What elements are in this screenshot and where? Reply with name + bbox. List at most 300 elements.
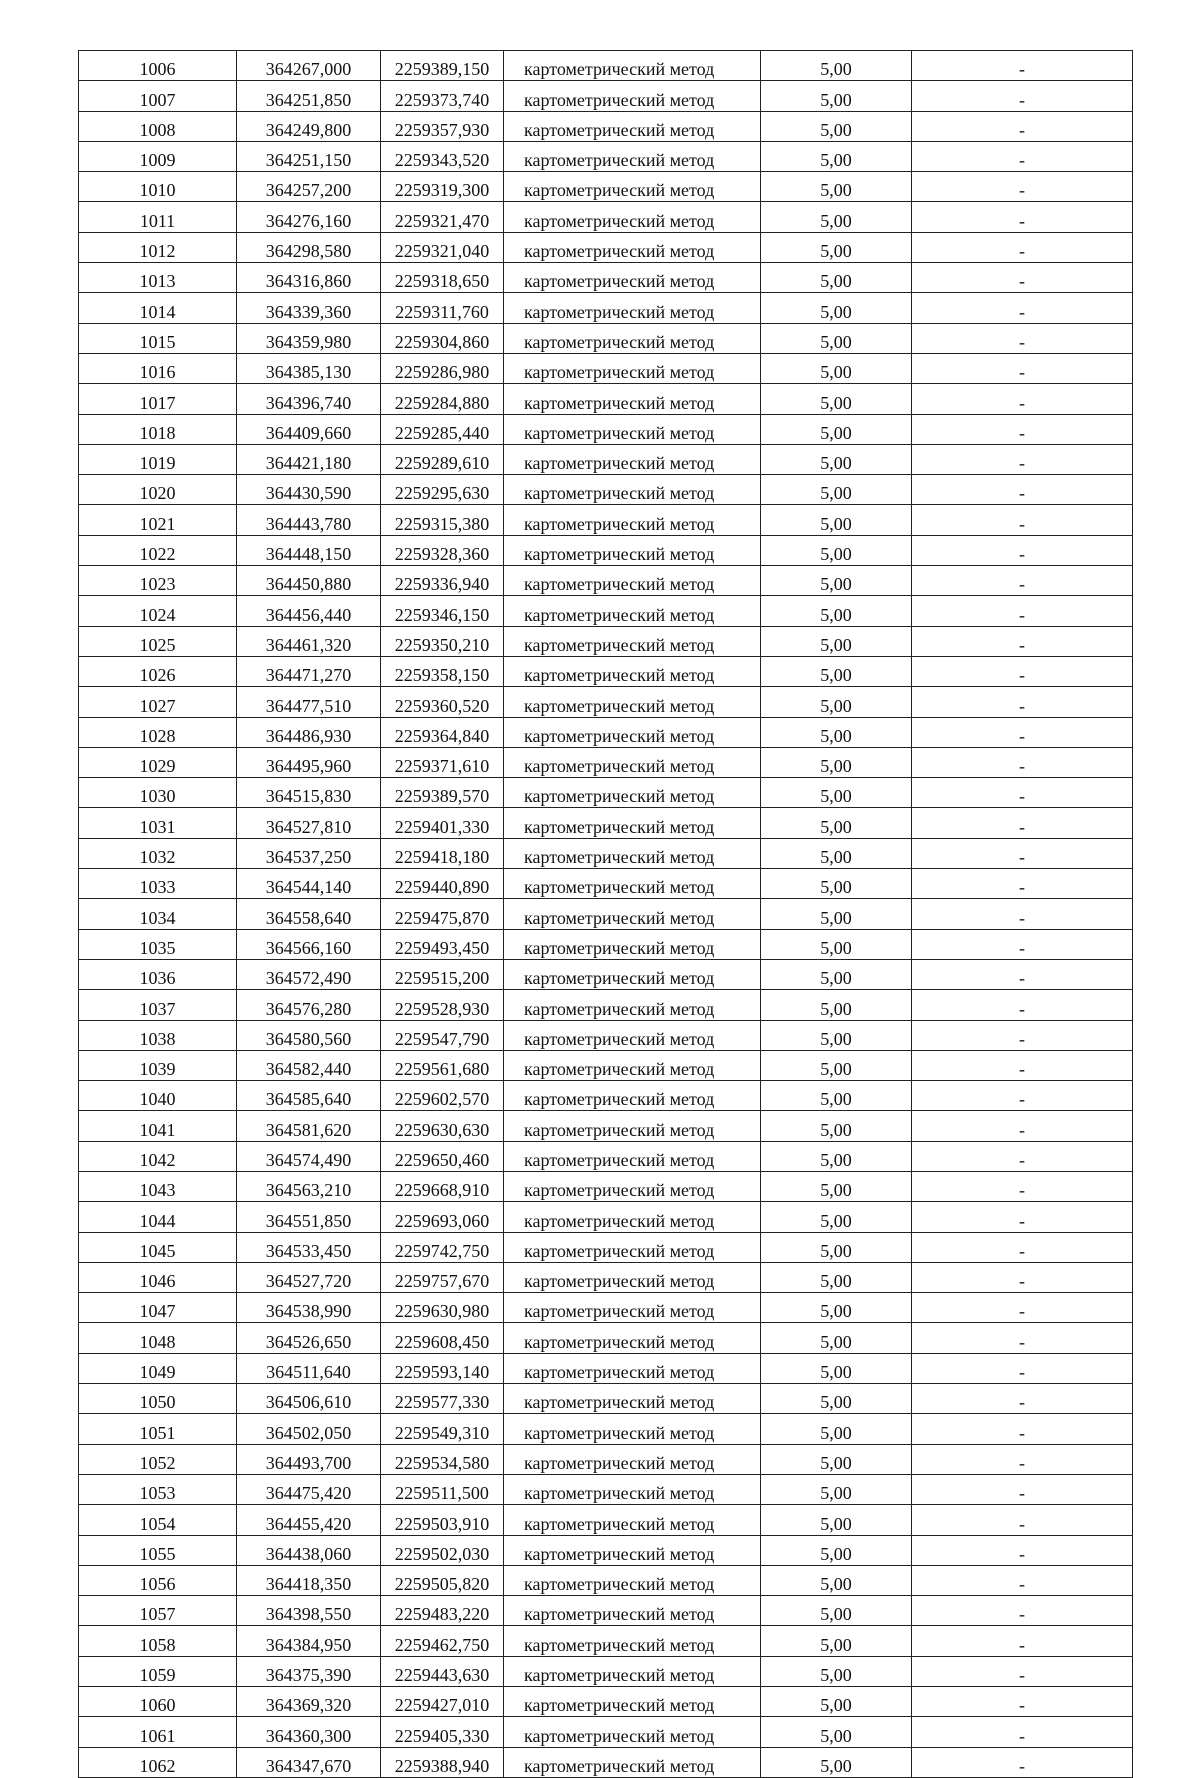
table-row xyxy=(79,1626,1133,1656)
cell-description: - xyxy=(912,1535,1133,1565)
cell-point-number: 1008 xyxy=(79,111,237,141)
cell-method: картометрический метод xyxy=(504,899,761,929)
table-row xyxy=(79,1262,1133,1292)
cell-coord-y: 2259503,910 xyxy=(381,1505,504,1535)
cell-coord-y: 2259608,450 xyxy=(381,1323,504,1353)
cell-method: картометрический метод xyxy=(504,1050,761,1080)
cell-accuracy: 5,00 xyxy=(761,293,912,323)
cell-coord-x: 364267,000 xyxy=(237,51,381,81)
cell-coord-x: 364375,390 xyxy=(237,1656,381,1686)
cell-point-number: 1009 xyxy=(79,141,237,171)
cell-coord-y: 2259427,010 xyxy=(381,1687,504,1717)
cell-point-number: 1030 xyxy=(79,778,237,808)
cell-accuracy: 5,00 xyxy=(761,1444,912,1474)
cell-method: картометрический метод xyxy=(504,505,761,535)
cell-method: картометрический метод xyxy=(504,1747,761,1777)
cell-point-number: 1017 xyxy=(79,384,237,414)
cell-coord-y: 2259630,630 xyxy=(381,1111,504,1141)
cell-coord-y: 2259668,910 xyxy=(381,1171,504,1201)
cell-method: картометрический метод xyxy=(504,475,761,505)
cell-accuracy: 5,00 xyxy=(761,1050,912,1080)
cell-coord-y: 2259630,980 xyxy=(381,1293,504,1323)
cell-point-number: 1020 xyxy=(79,475,237,505)
cell-description: - xyxy=(912,1505,1133,1535)
cell-coord-x: 364438,060 xyxy=(237,1535,381,1565)
cell-description: - xyxy=(912,1444,1133,1474)
table-row xyxy=(79,1081,1133,1111)
cell-coord-y: 2259401,330 xyxy=(381,808,504,838)
cell-point-number: 1061 xyxy=(79,1717,237,1747)
cell-coord-x: 364477,510 xyxy=(237,687,381,717)
cell-point-number: 1035 xyxy=(79,929,237,959)
table-row xyxy=(79,172,1133,202)
table-row xyxy=(79,1596,1133,1626)
table-row xyxy=(79,111,1133,141)
table-row xyxy=(79,384,1133,414)
cell-coord-y: 2259757,670 xyxy=(381,1262,504,1292)
cell-accuracy: 5,00 xyxy=(761,687,912,717)
cell-coord-x: 364385,130 xyxy=(237,353,381,383)
table-row xyxy=(79,1323,1133,1353)
table-row xyxy=(79,959,1133,989)
cell-description: - xyxy=(912,141,1133,171)
table-row xyxy=(79,808,1133,838)
cell-coord-x: 364581,620 xyxy=(237,1111,381,1141)
cell-accuracy: 5,00 xyxy=(761,1111,912,1141)
cell-point-number: 1055 xyxy=(79,1535,237,1565)
cell-accuracy: 5,00 xyxy=(761,172,912,202)
cell-coord-y: 2259328,360 xyxy=(381,535,504,565)
cell-description: - xyxy=(912,596,1133,626)
cell-accuracy: 5,00 xyxy=(761,808,912,838)
cell-method: картометрический метод xyxy=(504,778,761,808)
cell-method: картометрический метод xyxy=(504,1262,761,1292)
cell-point-number: 1015 xyxy=(79,323,237,353)
cell-description: - xyxy=(912,444,1133,474)
cell-accuracy: 5,00 xyxy=(761,869,912,899)
cell-accuracy: 5,00 xyxy=(761,1020,912,1050)
cell-coord-y: 2259650,460 xyxy=(381,1141,504,1171)
cell-point-number: 1023 xyxy=(79,566,237,596)
cell-accuracy: 5,00 xyxy=(761,51,912,81)
cell-coord-x: 364574,490 xyxy=(237,1141,381,1171)
cell-coord-x: 364456,440 xyxy=(237,596,381,626)
table-row xyxy=(79,929,1133,959)
cell-description: - xyxy=(912,1081,1133,1111)
cell-accuracy: 5,00 xyxy=(761,81,912,111)
cell-point-number: 1041 xyxy=(79,1111,237,1141)
cell-coord-x: 364544,140 xyxy=(237,869,381,899)
cell-coord-x: 364384,950 xyxy=(237,1626,381,1656)
cell-method: картометрический метод xyxy=(504,1081,761,1111)
cell-description: - xyxy=(912,1474,1133,1504)
cell-point-number: 1056 xyxy=(79,1565,237,1595)
cell-coord-x: 364461,320 xyxy=(237,626,381,656)
cell-accuracy: 5,00 xyxy=(761,141,912,171)
cell-coord-x: 364566,160 xyxy=(237,929,381,959)
cell-coord-x: 364538,990 xyxy=(237,1293,381,1323)
cell-point-number: 1050 xyxy=(79,1384,237,1414)
cell-point-number: 1044 xyxy=(79,1202,237,1232)
cell-point-number: 1016 xyxy=(79,353,237,383)
cell-accuracy: 5,00 xyxy=(761,596,912,626)
cell-coord-x: 364502,050 xyxy=(237,1414,381,1444)
cell-method: картометрический метод xyxy=(504,808,761,838)
cell-accuracy: 5,00 xyxy=(761,1232,912,1262)
cell-accuracy: 5,00 xyxy=(761,1505,912,1535)
cell-description: - xyxy=(912,293,1133,323)
cell-method: картометрический метод xyxy=(504,596,761,626)
cell-description: - xyxy=(912,1111,1133,1141)
cell-point-number: 1039 xyxy=(79,1050,237,1080)
cell-coord-x: 364527,720 xyxy=(237,1262,381,1292)
cell-coord-x: 364418,350 xyxy=(237,1565,381,1595)
cell-coord-y: 2259358,150 xyxy=(381,656,504,686)
cell-coord-y: 2259388,940 xyxy=(381,1747,504,1777)
cell-description: - xyxy=(912,899,1133,929)
cell-point-number: 1048 xyxy=(79,1323,237,1353)
coordinates-table xyxy=(78,50,1133,1778)
table-row xyxy=(79,1020,1133,1050)
cell-point-number: 1029 xyxy=(79,747,237,777)
cell-point-number: 1049 xyxy=(79,1353,237,1383)
cell-coord-x: 364316,860 xyxy=(237,263,381,293)
table-row xyxy=(79,1384,1133,1414)
cell-coord-x: 364443,780 xyxy=(237,505,381,535)
cell-accuracy: 5,00 xyxy=(761,535,912,565)
cell-coord-x: 364276,160 xyxy=(237,202,381,232)
cell-accuracy: 5,00 xyxy=(761,838,912,868)
cell-point-number: 1022 xyxy=(79,535,237,565)
cell-method: картометрический метод xyxy=(504,1171,761,1201)
cell-accuracy: 5,00 xyxy=(761,1535,912,1565)
cell-coord-y: 2259350,210 xyxy=(381,626,504,656)
cell-point-number: 1054 xyxy=(79,1505,237,1535)
table-row xyxy=(79,566,1133,596)
cell-coord-x: 364563,210 xyxy=(237,1171,381,1201)
cell-coord-x: 364251,150 xyxy=(237,141,381,171)
cell-coord-y: 2259742,750 xyxy=(381,1232,504,1262)
table-row xyxy=(79,505,1133,535)
table-row xyxy=(79,1505,1133,1535)
cell-description: - xyxy=(912,1171,1133,1201)
cell-accuracy: 5,00 xyxy=(761,1202,912,1232)
cell-accuracy: 5,00 xyxy=(761,1323,912,1353)
cell-coord-y: 2259515,200 xyxy=(381,959,504,989)
cell-method: картометрический метод xyxy=(504,1474,761,1504)
cell-accuracy: 5,00 xyxy=(761,1474,912,1504)
cell-point-number: 1047 xyxy=(79,1293,237,1323)
cell-accuracy: 5,00 xyxy=(761,1747,912,1777)
cell-accuracy: 5,00 xyxy=(761,929,912,959)
cell-description: - xyxy=(912,626,1133,656)
cell-method: картометрический метод xyxy=(504,838,761,868)
cell-accuracy: 5,00 xyxy=(761,505,912,535)
cell-method: картометрический метод xyxy=(504,959,761,989)
cell-accuracy: 5,00 xyxy=(761,1717,912,1747)
table-row xyxy=(79,1474,1133,1504)
cell-description: - xyxy=(912,505,1133,535)
cell-description: - xyxy=(912,1656,1133,1686)
cell-coord-y: 2259343,520 xyxy=(381,141,504,171)
cell-description: - xyxy=(912,1323,1133,1353)
cell-coord-y: 2259371,610 xyxy=(381,747,504,777)
cell-description: - xyxy=(912,111,1133,141)
table-row xyxy=(79,838,1133,868)
table-row xyxy=(79,1535,1133,1565)
cell-coord-x: 364455,420 xyxy=(237,1505,381,1535)
cell-accuracy: 5,00 xyxy=(761,202,912,232)
cell-coord-y: 2259493,450 xyxy=(381,929,504,959)
cell-coord-x: 364298,580 xyxy=(237,232,381,262)
cell-coord-y: 2259318,650 xyxy=(381,263,504,293)
table-row xyxy=(79,1141,1133,1171)
cell-description: - xyxy=(912,1596,1133,1626)
table-row xyxy=(79,869,1133,899)
cell-method: картометрический метод xyxy=(504,1232,761,1262)
cell-point-number: 1006 xyxy=(79,51,237,81)
cell-method: картометрический метод xyxy=(504,656,761,686)
cell-accuracy: 5,00 xyxy=(761,717,912,747)
cell-description: - xyxy=(912,263,1133,293)
cell-method: картометрический метод xyxy=(504,141,761,171)
cell-description: - xyxy=(912,1020,1133,1050)
cell-point-number: 1045 xyxy=(79,1232,237,1262)
cell-coord-y: 2259315,380 xyxy=(381,505,504,535)
cell-method: картометрический метод xyxy=(504,1384,761,1414)
cell-method: картометрический метод xyxy=(504,1202,761,1232)
cell-coord-x: 364249,800 xyxy=(237,111,381,141)
cell-method: картометрический метод xyxy=(504,626,761,656)
cell-accuracy: 5,00 xyxy=(761,1141,912,1171)
cell-coord-x: 364527,810 xyxy=(237,808,381,838)
cell-coord-y: 2259418,180 xyxy=(381,838,504,868)
cell-description: - xyxy=(912,1747,1133,1777)
cell-coord-y: 2259440,890 xyxy=(381,869,504,899)
cell-method: картометрический метод xyxy=(504,1626,761,1656)
cell-description: - xyxy=(912,1262,1133,1292)
table-row xyxy=(79,444,1133,474)
cell-coord-x: 364576,280 xyxy=(237,990,381,1020)
cell-coord-y: 2259693,060 xyxy=(381,1202,504,1232)
cell-method: картометрический метод xyxy=(504,1020,761,1050)
cell-coord-y: 2259475,870 xyxy=(381,899,504,929)
cell-method: картометрический метод xyxy=(504,869,761,899)
cell-method: картометрический метод xyxy=(504,202,761,232)
cell-accuracy: 5,00 xyxy=(761,1656,912,1686)
cell-accuracy: 5,00 xyxy=(761,747,912,777)
cell-coord-y: 2259321,040 xyxy=(381,232,504,262)
table-row xyxy=(79,1444,1133,1474)
cell-method: картометрический метод xyxy=(504,444,761,474)
cell-coord-x: 364515,830 xyxy=(237,778,381,808)
cell-description: - xyxy=(912,1202,1133,1232)
table-row xyxy=(79,747,1133,777)
cell-description: - xyxy=(912,414,1133,444)
cell-coord-x: 364398,550 xyxy=(237,1596,381,1626)
cell-coord-y: 2259319,300 xyxy=(381,172,504,202)
cell-coord-x: 364495,960 xyxy=(237,747,381,777)
table-row xyxy=(79,717,1133,747)
cell-coord-y: 2259304,860 xyxy=(381,323,504,353)
cell-point-number: 1043 xyxy=(79,1171,237,1201)
cell-coord-y: 2259511,500 xyxy=(381,1474,504,1504)
table-row xyxy=(79,596,1133,626)
table-row xyxy=(79,1171,1133,1201)
table-row xyxy=(79,1747,1133,1777)
cell-accuracy: 5,00 xyxy=(761,1081,912,1111)
cell-coord-x: 364430,590 xyxy=(237,475,381,505)
cell-method: картометрический метод xyxy=(504,232,761,262)
cell-point-number: 1031 xyxy=(79,808,237,838)
cell-point-number: 1052 xyxy=(79,1444,237,1474)
cell-point-number: 1027 xyxy=(79,687,237,717)
cell-description: - xyxy=(912,1384,1133,1414)
cell-method: картометрический метод xyxy=(504,566,761,596)
cell-coord-y: 2259483,220 xyxy=(381,1596,504,1626)
cell-method: картометрический метод xyxy=(504,929,761,959)
cell-coord-y: 2259336,940 xyxy=(381,566,504,596)
cell-method: картометрический метод xyxy=(504,293,761,323)
cell-description: - xyxy=(912,1141,1133,1171)
cell-coord-x: 364360,300 xyxy=(237,1717,381,1747)
table-row xyxy=(79,626,1133,656)
cell-method: картометрический метод xyxy=(504,1323,761,1353)
cell-coord-x: 364251,850 xyxy=(237,81,381,111)
cell-description: - xyxy=(912,384,1133,414)
table-row xyxy=(79,1565,1133,1595)
table-row xyxy=(79,899,1133,929)
cell-method: картометрический метод xyxy=(504,263,761,293)
cell-coord-x: 364339,360 xyxy=(237,293,381,323)
cell-coord-y: 2259389,150 xyxy=(381,51,504,81)
cell-method: картометрический метод xyxy=(504,687,761,717)
cell-description: - xyxy=(912,353,1133,383)
table-row xyxy=(79,202,1133,232)
cell-coord-x: 364471,270 xyxy=(237,656,381,686)
cell-coord-x: 364585,640 xyxy=(237,1081,381,1111)
cell-point-number: 1032 xyxy=(79,838,237,868)
cell-coord-x: 364537,250 xyxy=(237,838,381,868)
cell-accuracy: 5,00 xyxy=(761,353,912,383)
cell-point-number: 1040 xyxy=(79,1081,237,1111)
cell-method: картометрический метод xyxy=(504,1565,761,1595)
cell-accuracy: 5,00 xyxy=(761,232,912,262)
cell-method: картометрический метод xyxy=(504,172,761,202)
cell-method: картометрический метод xyxy=(504,1656,761,1686)
cell-description: - xyxy=(912,747,1133,777)
cell-point-number: 1024 xyxy=(79,596,237,626)
cell-coord-y: 2259284,880 xyxy=(381,384,504,414)
table-row xyxy=(79,1293,1133,1323)
cell-point-number: 1018 xyxy=(79,414,237,444)
cell-point-number: 1033 xyxy=(79,869,237,899)
cell-coord-x: 364486,930 xyxy=(237,717,381,747)
cell-coord-x: 364493,700 xyxy=(237,1444,381,1474)
table-row xyxy=(79,1202,1133,1232)
cell-accuracy: 5,00 xyxy=(761,1565,912,1595)
cell-description: - xyxy=(912,929,1133,959)
cell-coord-y: 2259405,330 xyxy=(381,1717,504,1747)
cell-coord-x: 364580,560 xyxy=(237,1020,381,1050)
cell-coord-x: 364359,980 xyxy=(237,323,381,353)
cell-description: - xyxy=(912,838,1133,868)
cell-method: картометрический метод xyxy=(504,990,761,1020)
cell-description: - xyxy=(912,1414,1133,1444)
cell-coord-y: 2259321,470 xyxy=(381,202,504,232)
cell-coord-x: 364475,420 xyxy=(237,1474,381,1504)
cell-accuracy: 5,00 xyxy=(761,990,912,1020)
cell-point-number: 1013 xyxy=(79,263,237,293)
table-row xyxy=(79,1353,1133,1383)
cell-coord-x: 364257,200 xyxy=(237,172,381,202)
cell-description: - xyxy=(912,687,1133,717)
table-row xyxy=(79,990,1133,1020)
cell-accuracy: 5,00 xyxy=(761,111,912,141)
cell-description: - xyxy=(912,1050,1133,1080)
cell-point-number: 1025 xyxy=(79,626,237,656)
cell-coord-y: 2259534,580 xyxy=(381,1444,504,1474)
cell-method: картометрический метод xyxy=(504,81,761,111)
cell-method: картометрический метод xyxy=(504,111,761,141)
cell-description: - xyxy=(912,959,1133,989)
cell-point-number: 1053 xyxy=(79,1474,237,1504)
cell-coord-x: 364450,880 xyxy=(237,566,381,596)
table-row xyxy=(79,353,1133,383)
cell-description: - xyxy=(912,81,1133,111)
cell-description: - xyxy=(912,1353,1133,1383)
cell-coord-y: 2259373,740 xyxy=(381,81,504,111)
cell-description: - xyxy=(912,1687,1133,1717)
cell-point-number: 1042 xyxy=(79,1141,237,1171)
cell-point-number: 1021 xyxy=(79,505,237,535)
table-row xyxy=(79,414,1133,444)
table-row xyxy=(79,656,1133,686)
cell-coord-y: 2259311,760 xyxy=(381,293,504,323)
cell-accuracy: 5,00 xyxy=(761,263,912,293)
cell-point-number: 1057 xyxy=(79,1596,237,1626)
cell-coord-y: 2259364,840 xyxy=(381,717,504,747)
cell-description: - xyxy=(912,717,1133,747)
cell-coord-x: 364572,490 xyxy=(237,959,381,989)
cell-accuracy: 5,00 xyxy=(761,626,912,656)
cell-coord-y: 2259547,790 xyxy=(381,1020,504,1050)
cell-method: картометрический метод xyxy=(504,1717,761,1747)
cell-accuracy: 5,00 xyxy=(761,444,912,474)
cell-coord-y: 2259549,310 xyxy=(381,1414,504,1444)
cell-method: картометрический метод xyxy=(504,1505,761,1535)
cell-description: - xyxy=(912,990,1133,1020)
cell-coord-x: 364421,180 xyxy=(237,444,381,474)
cell-description: - xyxy=(912,172,1133,202)
cell-description: - xyxy=(912,323,1133,353)
cell-description: - xyxy=(912,475,1133,505)
cell-coord-y: 2259561,680 xyxy=(381,1050,504,1080)
cell-method: картометрический метод xyxy=(504,353,761,383)
cell-coord-x: 364506,610 xyxy=(237,1384,381,1414)
cell-accuracy: 5,00 xyxy=(761,566,912,596)
cell-point-number: 1046 xyxy=(79,1262,237,1292)
table-row xyxy=(79,232,1133,262)
cell-coord-x: 364551,850 xyxy=(237,1202,381,1232)
cell-method: картометрический метод xyxy=(504,51,761,81)
cell-point-number: 1060 xyxy=(79,1687,237,1717)
cell-description: - xyxy=(912,51,1133,81)
cell-point-number: 1007 xyxy=(79,81,237,111)
cell-method: картометрический метод xyxy=(504,384,761,414)
cell-method: картометрический метод xyxy=(504,747,761,777)
cell-description: - xyxy=(912,1232,1133,1262)
